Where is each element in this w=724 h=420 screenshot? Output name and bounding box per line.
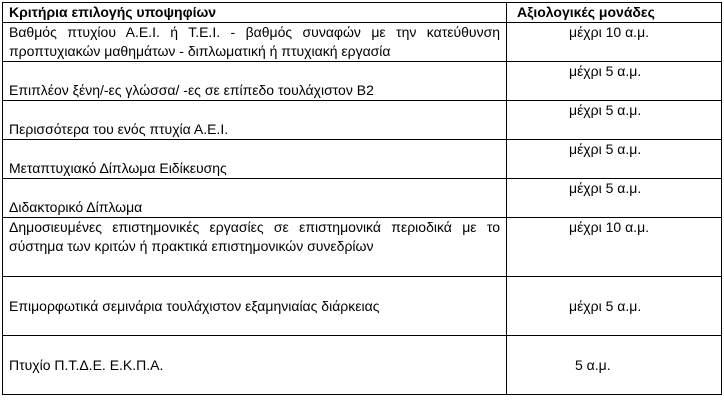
criteria-table (2, 2, 722, 395)
points-text: μέχρι 5 α.μ. (569, 102, 642, 118)
table-row (3, 336, 722, 395)
table-row (3, 218, 722, 277)
points-text: μέχρι 10 α.μ. (569, 219, 650, 235)
criterion-cell (3, 218, 507, 277)
criterion-cell (3, 101, 507, 140)
table-row (3, 23, 722, 62)
points-text: μέχρι 5 α.μ. (569, 141, 642, 157)
header-points: Αξιολογικές μονάδες (507, 3, 722, 23)
criterion-cell (3, 179, 507, 218)
criterion-text: Δημοσιευμένες επιστημονικές εργασίες σε επιστημονικά περιοδικά με το σύστημα των κριτών ή πρακτικά επιστημονικών συνεδρίων (9, 219, 500, 254)
points-text: μέχρι 10 α.μ. (569, 24, 650, 40)
points-text: μέχρι 5 α.μ. (569, 297, 642, 314)
criterion-text: Πτυχίο Π.Τ.Δ.Ε. Ε.Κ.Π.Α. (9, 356, 164, 373)
criterion-text: Επιπλέον ξένη/-ες γλώσσα/ -ες σε επίπεδο τουλάχιστον Β2 (9, 82, 374, 98)
points-cell (507, 62, 722, 101)
criterion-cell (3, 336, 507, 395)
criterion-text: Επιμορφωτικά σεμινάρια τουλάχιστον εξαμηνιαίας διάρκειας (9, 297, 380, 314)
points-cell (507, 336, 722, 395)
criterion-cell (3, 140, 507, 179)
points-cell (507, 277, 722, 336)
table-row (3, 140, 722, 179)
points-text: μέχρι 5 α.μ. (569, 180, 642, 196)
criterion-text: Διδακτορικό Δίπλωμα (9, 199, 143, 215)
criterion-text: Βαθμός πτυχίου Α.Ε.Ι. ή Τ.Ε.Ι. - βαθμός συναφών με την κατεύθυνση προπτυχιακών μαθημάτων - διπλωματική ή πτυχιακή εργασία (9, 24, 500, 59)
table-row (3, 62, 722, 101)
table-header-row (3, 3, 722, 23)
table-row (3, 179, 722, 218)
criterion-text: Μεταπτυχιακό Δίπλωμα Ειδίκευσης (9, 160, 227, 176)
criterion-cell (3, 62, 507, 101)
points-cell (507, 23, 722, 62)
points-cell (507, 140, 722, 179)
table-row (3, 101, 722, 140)
points-cell (507, 218, 722, 277)
table-row (3, 277, 722, 336)
points-cell (507, 101, 722, 140)
criterion-text: Περισσότερα του ενός πτυχία Α.Ε.Ι. (9, 121, 229, 137)
header-criteria: Κριτήρια επιλογής υποψηφίων (3, 3, 507, 23)
points-text: 5 α.μ. (575, 356, 611, 373)
criteria-table-container (2, 2, 721, 395)
points-cell (507, 179, 722, 218)
criterion-cell (3, 277, 507, 336)
points-text: μέχρι 5 α.μ. (569, 63, 642, 79)
criterion-cell (3, 23, 507, 62)
